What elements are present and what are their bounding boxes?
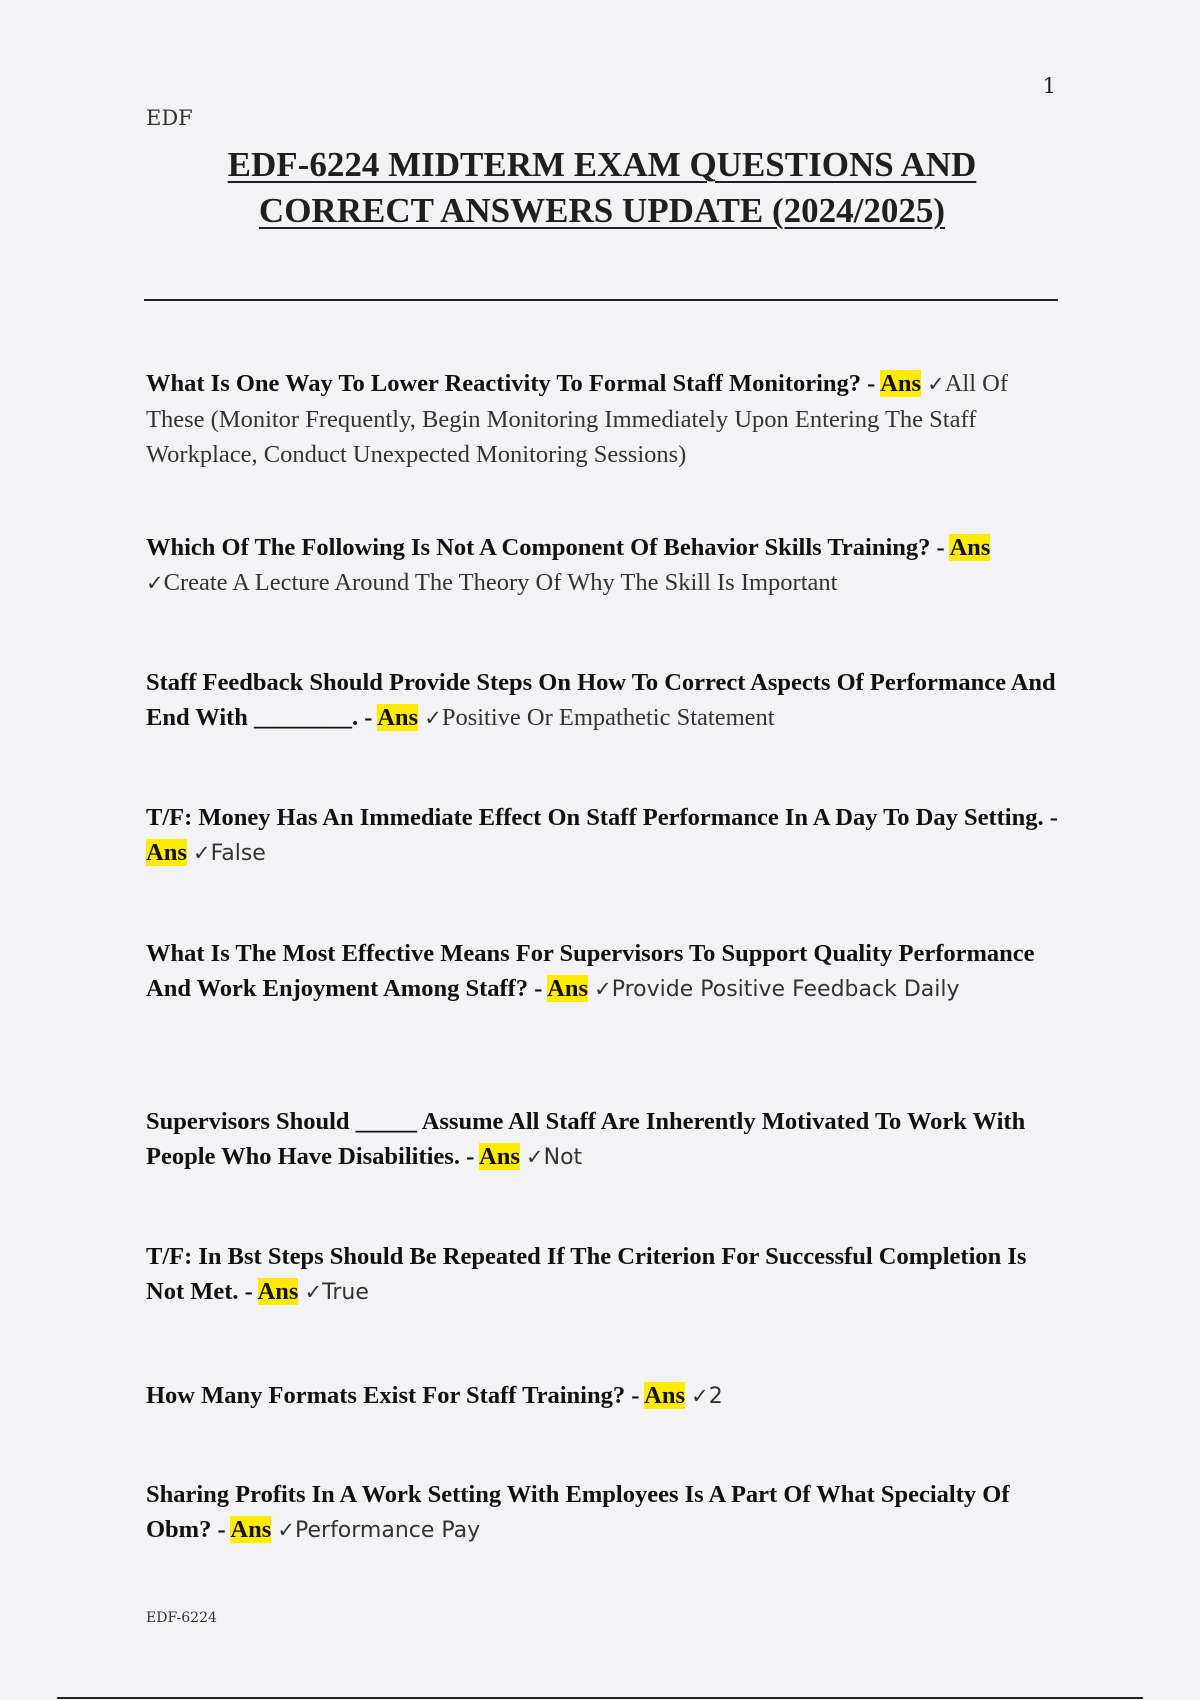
qa-item-9 xyxy=(146,1477,1064,1548)
answer-text: Positive Or Empathetic Statement xyxy=(441,704,775,731)
question-text: T/F: In Bst Steps Should Be Repeated If The Criterion For Successful Completion Is Not Met. - xyxy=(146,1243,1027,1305)
checkmark-icon: ✓ xyxy=(594,977,612,1001)
ans-highlight: Ans xyxy=(230,1516,272,1543)
title-divider xyxy=(144,299,1058,301)
checkmark-icon: ✓ xyxy=(146,571,164,595)
header-label: EDF xyxy=(146,106,193,130)
ans-highlight: Ans xyxy=(547,975,588,1002)
checkmark-icon: ✓ xyxy=(691,1384,709,1408)
checkmark-icon: ✓ xyxy=(277,1518,295,1542)
checkmark-icon: ✓ xyxy=(424,706,442,730)
ans-highlight: Ans xyxy=(479,1143,520,1170)
ans-highlight: Ans xyxy=(257,1278,299,1305)
question-text: Which Of The Following Is Not A Component Of Behavior Skills Training? - xyxy=(146,534,950,561)
qa-item-1 xyxy=(146,366,1064,472)
ans-highlight: Ans xyxy=(377,704,419,731)
qa-item-2 xyxy=(146,530,1064,601)
question-text: How Many Formats Exist For Staff Training? - xyxy=(146,1382,645,1409)
checkmark-icon: ✓ xyxy=(304,1280,323,1304)
question-text: Staff Feedback Should Provide Steps On How To Correct Aspects Of Performance And End With ________. - xyxy=(146,669,1056,731)
qa-item-7 xyxy=(146,1239,1064,1310)
question-text: What Is The Most Effective Means For Supervisors To Support Quality Performance And Work Enjoyment Among Staff? - xyxy=(146,940,1035,1002)
ans-highlight: Ans xyxy=(146,839,187,866)
answer-text: Performance Pay xyxy=(295,1518,481,1543)
qa-item-8 xyxy=(146,1378,1064,1414)
answer-text: True xyxy=(322,1280,369,1305)
answer-text: Create A Lecture Around The Theory Of Why The Skill Is Important xyxy=(163,569,838,596)
question-text: T/F: Money Has An Immediate Effect On Staff Performance In A Day To Day Setting. - xyxy=(146,804,1058,831)
answer-text: Provide Positive Feedback Daily xyxy=(611,977,960,1002)
page-number: 1 xyxy=(1042,74,1056,98)
answer-text: 2 xyxy=(708,1384,723,1409)
qa-item-5 xyxy=(146,936,1064,1007)
answer-text: All Of These (Monitor Frequently, Begin Monitoring Immediately Upon Entering The Staff Workplace, Conduct Unexpected Monitoring Sessions) xyxy=(146,370,1009,468)
answer-text: Not xyxy=(543,1145,583,1170)
question-text: Supervisors Should _____ Assume All Staff Are Inherently Motivated To Work With People Who Have Disabilities. - xyxy=(146,1108,1026,1170)
document-title: EDF-6224 MIDTERM EXAM QUESTIONS AND CORRECT ANSWERS UPDATE (2024/2025) xyxy=(227,145,977,230)
ans-highlight: Ans xyxy=(644,1382,686,1409)
question-text: Sharing Profits In A Work Setting With Employees Is A Part Of What Specialty Of Obm? - xyxy=(146,1481,1010,1543)
qa-item-6 xyxy=(146,1104,1064,1175)
ans-highlight: Ans xyxy=(880,370,921,397)
qa-item-4 xyxy=(146,800,1064,871)
footer-label: EDF-6224 xyxy=(146,1610,217,1626)
checkmark-icon: ✓ xyxy=(526,1145,544,1169)
checkmark-icon: ✓ xyxy=(927,372,945,396)
checkmark-icon: ✓ xyxy=(192,841,211,865)
question-text: What Is One Way To Lower Reactivity To Formal Staff Monitoring? - xyxy=(146,370,881,397)
answer-text: False xyxy=(210,841,266,866)
footer-divider xyxy=(57,1697,1143,1699)
ans-highlight: Ans xyxy=(949,534,991,561)
qa-item-3 xyxy=(146,665,1064,736)
